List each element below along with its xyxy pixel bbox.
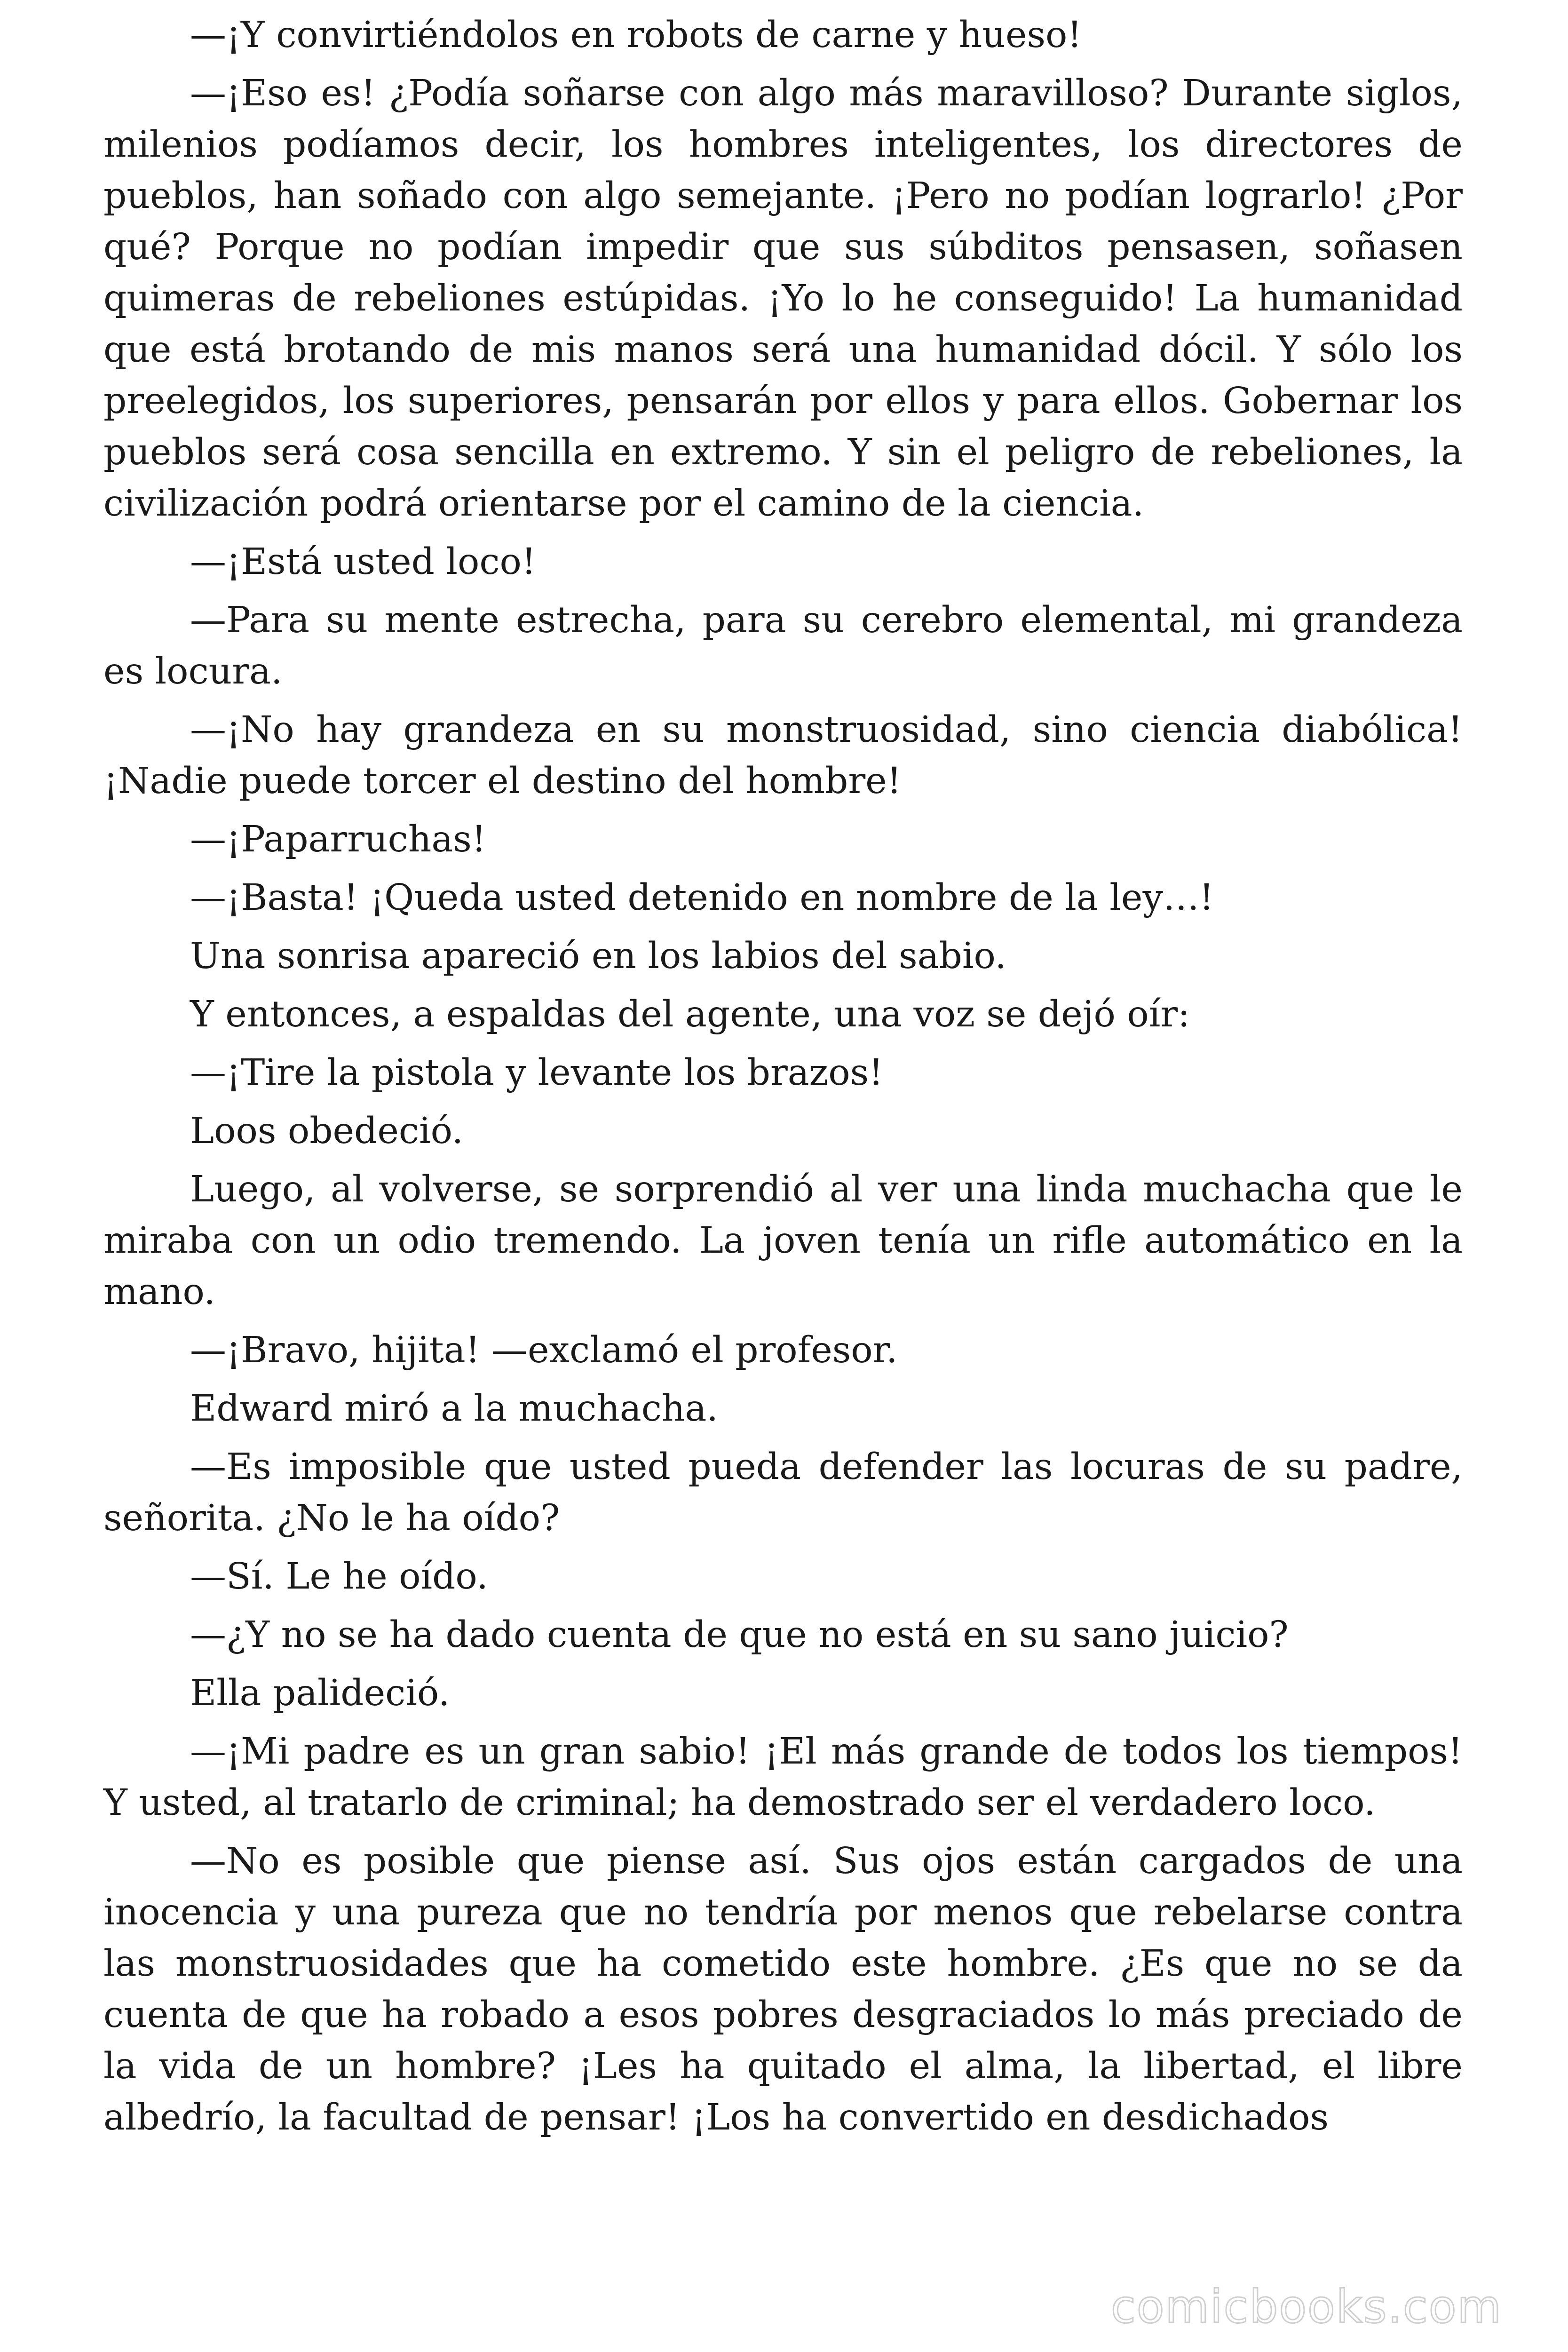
paragraph: —Sí. Le he oído. (190, 1556, 488, 1597)
paragraph: —¡Mi padre es un gran sabio! ¡El más grande de todos los tiempos! Y usted, al tratarlo de criminal; ha demostrado ser el verdadero loco. (103, 1731, 1463, 1824)
paragraph: —¡No hay grandeza en su monstruosidad, sino ciencia diabólica! ¡Nadie puede torcer el destino del hombre! (103, 709, 1463, 802)
paragraph: —Es imposible que usted pueda defender las locuras de su padre, señorita. ¿No le ha oído? (103, 1446, 1463, 1539)
paragraph: Luego, al volverse, se sorprendió al ver una linda muchacha que le miraba con un odio tremendo. La joven tenía un rifle automático en la mano. (103, 1168, 1463, 1313)
paragraph: Una sonrisa apareció en los labios del sabio. (190, 935, 1006, 977)
watermark: comicbooks.com (1110, 2280, 1502, 2333)
paragraph: Loos obedeció. (190, 1110, 464, 1152)
paragraph: —¡Paparruchas! (190, 818, 486, 860)
paragraph: —¡Eso es! ¿Podía soñarse con algo más maravilloso? Durante siglos, milenios podíamos decir, los hombres inteligentes, los directores de pueblos, han soñado con algo semejante. ¡Pero no podían lograrlo! ¿Por qué? Porque no podían impedir que sus súbditos pensasen, soñasen quimeras de rebeliones estúpidas. ¡Yo lo he conseguido! La humanidad que está brotando de mis manos será una humanidad dócil. Y sólo los preelegidos, los superiores, pensarán por ellos y para ellos. Gobernar los pueblos será cosa sencilla en extremo. Y sin el peligro de rebeliones, la civilización podrá orientarse por el camino de la ciencia. (103, 72, 1463, 524)
paragraph: Y entonces, a espaldas del agente, una voz se dejó oír: (190, 993, 1190, 1035)
paragraph: —¡Tire la pistola y levante los brazos! (190, 1052, 884, 1094)
paragraph: Ella palideció. (190, 1672, 450, 1714)
paragraph: —¡Bravo, hijita! —exclamó el profesor. (190, 1329, 898, 1371)
paragraph: —Para su mente estrecha, para su cerebro elemental, mi grandeza es locura. (103, 599, 1463, 692)
paragraph: —¡Está usted loco! (190, 541, 536, 583)
paragraph: —¡Basta! ¡Queda usted detenido en nombre de la ley…! (190, 877, 1214, 919)
paragraph: —¿Y no se ha dado cuenta de que no está en su sano juicio? (190, 1614, 1289, 1656)
paragraph: —¡Y convirtiéndolos en robots de carne y hueso! (190, 14, 1082, 56)
body-text (103, 9, 1463, 2150)
paragraph: —No es posible que piense así. Sus ojos están cargados de una inocencia y una pureza que no tendría por menos que rebelarse contra las monstruosidades que ha cometido este hombre. ¿Es que no se da cuenta de que ha robado a esos pobres desgraciados lo más preciado de la vida de un hombre? ¡Les ha quitado el alma, la libertad, el libre albedrío, la facultad de pensar! ¡Los ha convertido en desdichados (103, 1840, 1463, 2138)
paragraph: Edward miró a la muchacha. (190, 1388, 718, 1430)
